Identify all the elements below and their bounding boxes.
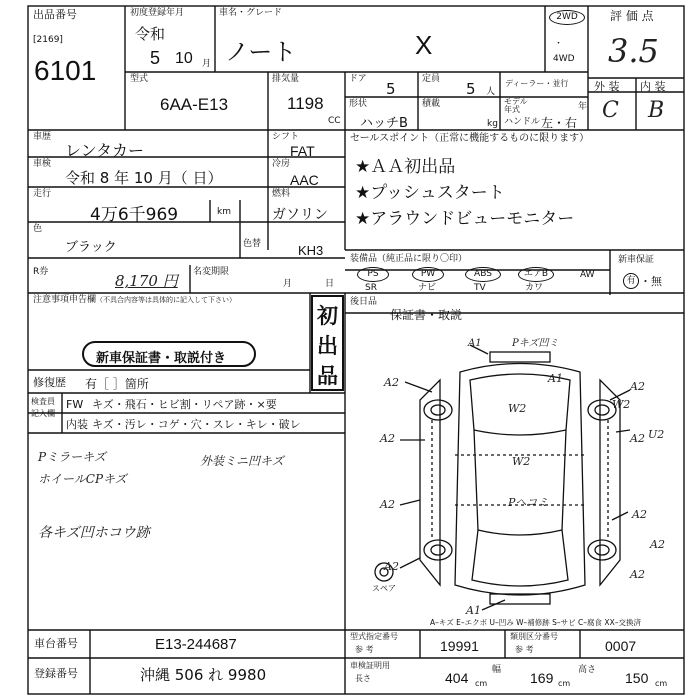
selling-points-label: セールスポイント（正常に機能するものに限ります） xyxy=(350,133,590,144)
designation-label: 型式指定番号 xyxy=(350,632,398,641)
exterior-grade: C xyxy=(602,98,619,123)
size-label: 車検証明用 xyxy=(350,661,390,670)
capacity-unit: 人 xyxy=(486,87,496,97)
history-label: 車歴 xyxy=(33,132,52,142)
handle-label: ハンドル xyxy=(504,117,541,127)
mark-p-dent: Pヘコミ xyxy=(508,496,549,509)
warranty-label: 新車保証 xyxy=(618,255,655,265)
mark-a2-3: A2 xyxy=(380,498,395,511)
equip-leather: カワ xyxy=(525,283,544,293)
history-value: レンタカー xyxy=(65,141,144,160)
inspector-fw-items: キズ・飛石・ヒビ割・リペア跡・×要 xyxy=(92,398,277,411)
designation-sub: 参 考 xyxy=(355,645,374,654)
mark-rear-a1: A1 xyxy=(466,604,481,617)
color-value: ブラック xyxy=(65,240,117,255)
handwritten-note-3: 各キズ凹ホコウ跡 xyxy=(38,525,150,541)
name-change-label: 名変期限 xyxy=(193,267,230,277)
stamp-char-3: 品 xyxy=(317,364,338,388)
equip-sr: SR xyxy=(365,283,377,293)
mark-a2-5: A2 xyxy=(630,432,645,445)
interior-label: 内 装 xyxy=(640,80,666,93)
equipment-label: 装備品（純正品に限り〇印） xyxy=(350,254,468,264)
category-label: 類別区分番号 xyxy=(510,632,558,641)
warranty-no: ・無 xyxy=(640,275,662,288)
selling-point-1: ★ＡＡ初出品 xyxy=(355,157,456,177)
inspector-interior-label: 内装 xyxy=(66,418,88,431)
score-handwritten: 3.5 xyxy=(608,32,659,70)
recycle-amount: 8,170 円 xyxy=(115,272,178,290)
documents-value: 保証書・取説 xyxy=(390,308,463,322)
doors-value: 5 xyxy=(386,80,396,98)
equip-airbag: エアB xyxy=(518,267,554,282)
mark-w2-1: W2 xyxy=(508,402,527,415)
spare-label: スペア xyxy=(372,584,396,593)
mark-a2-6: A2 xyxy=(632,508,647,521)
load-label: 積載 xyxy=(422,99,441,109)
warranty-yes-circle: 有 xyxy=(623,273,639,289)
length-cm: cm xyxy=(475,679,488,688)
mark-a2-1: A2 xyxy=(384,376,399,389)
mark-front-a1: A1 xyxy=(468,338,482,349)
doors-label: ドア xyxy=(349,74,367,84)
notes-sub: （不具合内容等は具体的に記入して下さい） xyxy=(96,296,236,304)
ac-value: AAC xyxy=(290,172,319,188)
chassis-label: 車台番号 xyxy=(34,637,78,650)
first-reg-label: 初度登録年月 xyxy=(130,8,185,18)
km-unit: km xyxy=(217,207,231,217)
category-value: 0007 xyxy=(605,638,637,654)
mark-a2-7: A2 xyxy=(650,538,665,551)
car-name: ノート xyxy=(225,38,297,66)
inspector-label-2: 記入欄 xyxy=(31,409,55,418)
repair-label: 修復歴 xyxy=(33,376,66,389)
equip-ps: PS xyxy=(357,267,389,282)
length-value: 404 xyxy=(445,670,469,686)
color-label: 色 xyxy=(33,224,43,234)
stamp-char-2: 出 xyxy=(317,334,338,358)
lot-ref: [2169] xyxy=(33,35,63,45)
score-label: 評 価 点 xyxy=(610,9,654,23)
equip-tv: TV xyxy=(474,283,486,293)
mark-a2-4: A2 xyxy=(630,380,645,393)
length-label: 長さ xyxy=(355,674,371,683)
capacity-value: 5 xyxy=(466,80,476,98)
drive-4wd: 4WD xyxy=(553,54,575,64)
damage-legend: A–キズ E–エクボ U–凹み W–補修跡 S–サビ C–腐食 XX–交換済 xyxy=(430,618,641,627)
width-cm: cm xyxy=(558,679,571,688)
designation-value: 19991 xyxy=(440,638,479,654)
mark-front-bumper: Pキズ凹ミ xyxy=(512,338,559,349)
stamp-char-1: 初 xyxy=(317,304,338,328)
model-year-unit: 年 xyxy=(578,102,588,112)
recycle-label: R券 xyxy=(33,267,49,277)
height-cm: cm xyxy=(655,679,668,688)
cc-unit: CC xyxy=(328,116,341,126)
mileage-label: 走行 xyxy=(33,189,52,199)
reg-era: 令和 xyxy=(135,25,166,43)
warranty-stamp: 新車保証書・取説付き xyxy=(96,351,227,366)
lot-label: 出品番号 xyxy=(33,8,77,21)
exterior-label: 外 装 xyxy=(594,80,620,93)
mark-u2: U2 xyxy=(648,428,665,441)
mark-a1-2: A1 xyxy=(548,372,563,385)
handwritten-note-2: ホイールCPキズ xyxy=(38,472,127,486)
shift-label: シフト xyxy=(272,132,300,142)
car-diagram xyxy=(375,345,630,610)
model-label: 型式 xyxy=(130,74,149,84)
model-year-label: モデル年式 xyxy=(504,97,528,114)
repair-value: 有［ ］箇所 xyxy=(85,377,149,391)
drive-dot: ・ xyxy=(554,39,564,49)
reg-month: 10 xyxy=(175,50,193,67)
inspector-interior-items: キズ・汚レ・コゲ・穴・スレ・キレ・破レ xyxy=(92,418,301,431)
displacement-label: 排気量 xyxy=(272,74,300,84)
interior-grade: B xyxy=(648,98,665,123)
mark-a2-8: A2 xyxy=(630,568,645,581)
month-label: 月 xyxy=(283,279,293,289)
drive-2wd: 2WD xyxy=(549,10,585,25)
load-unit: kg xyxy=(487,119,498,129)
handwritten-note-1: Pミラーキズ xyxy=(38,450,106,464)
color-change-label: 色替 xyxy=(243,239,262,249)
registration-value: 沖縄 506 れ 9980 xyxy=(140,666,267,684)
handwritten-left-side: 外装ミニ凹キズ xyxy=(200,454,284,468)
category-sub: 参 考 xyxy=(515,645,534,654)
width-label: 幅 xyxy=(492,665,502,675)
handle-value: 左・右 xyxy=(541,116,578,130)
reg-year: 5 xyxy=(150,48,161,68)
ac-label: 冷房 xyxy=(272,159,291,169)
color-code: KH3 xyxy=(298,243,324,258)
grade: X xyxy=(415,30,433,60)
equip-abs: ABS xyxy=(465,267,501,282)
car-label: 車名・グレード xyxy=(219,8,283,18)
selling-point-3: ★アラウンドビューモニター xyxy=(355,209,575,229)
height-value: 150 xyxy=(625,670,649,686)
lot-number: 6101 xyxy=(34,55,97,86)
fuel-value: ガソリン xyxy=(272,207,328,223)
displacement-value: 1198 xyxy=(287,94,324,113)
mark-a2-9: A2 xyxy=(384,560,399,573)
registration-label: 登録番号 xyxy=(34,667,78,680)
body-value: ハッチB xyxy=(360,116,408,131)
capacity-label: 定員 xyxy=(422,74,441,84)
inspection-value: 令和 8 年 10 月（ 日） xyxy=(65,169,223,187)
width-value: 169 xyxy=(530,670,554,686)
notes-label: 注意事項申告欄 xyxy=(33,295,97,305)
mark-a2-2: A2 xyxy=(380,432,395,445)
dealer-label: ディーラー・並行 xyxy=(505,79,569,88)
equip-aw: AW xyxy=(580,270,595,280)
inspector-fw-label: FW xyxy=(66,398,84,411)
body-label: 形状 xyxy=(349,99,368,109)
chassis-value: E13-244687 xyxy=(155,636,237,653)
equip-navi: ナビ xyxy=(418,283,437,293)
shift-value: FAT xyxy=(290,143,315,159)
model-value: 6AA-E13 xyxy=(160,95,229,114)
mark-w2-3: W2 xyxy=(612,398,631,411)
fuel-label: 燃料 xyxy=(272,189,291,199)
day-label: 日 xyxy=(325,279,335,289)
height-label: 高さ xyxy=(578,665,597,675)
mileage-value: 4万6千969 xyxy=(90,205,179,225)
month-unit: 月 xyxy=(202,59,212,69)
inspector-label: 検査員 xyxy=(31,397,55,406)
selling-point-2: ★プッシュスタート xyxy=(355,183,505,203)
inspection-label: 車検 xyxy=(33,159,52,169)
equip-pw: PW xyxy=(412,267,444,282)
documents-label: 後日品 xyxy=(350,297,378,307)
mark-w2-2: W2 xyxy=(512,455,531,468)
